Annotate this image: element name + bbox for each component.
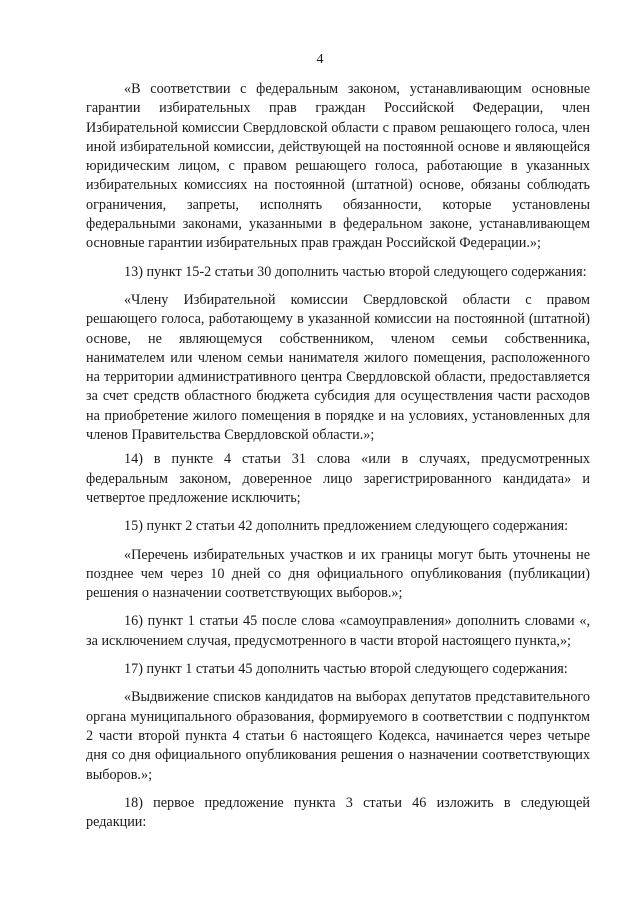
document-body: [86, 80, 590, 832]
paragraph-item-14: 14) в пункте 4 статьи 31 слова «или в случаях, предусмотренных федеральным законом, доверенное лицо зарегистрированного кандидата» и четвертое предложение исключить;: [86, 451, 590, 506]
paragraph-quote-guarantees: «В соответствии с федеральным законом, устанавливающим основные гарантии избирательных прав граждан Российской Федерации, член Избирательной комиссии Свердловской области с правом решающего голоса, член иной избирательной комиссии, действующей на постоянной основе и являющейся юридическим лицом, с правом решающего голоса, работающие в указанных избирательных комиссиях на постоянной (штатной) основе, обязаны соблюдать ограничения, запреты, исполнять обязанности, которые установлены федеральными законами, указанными в федеральном законе, устанавливающем основные гарантии избирательных прав граждан Российской Федерации.»;: [86, 81, 590, 252]
paragraph-item-17: 17) пункт 1 статьи 45 дополнить частью второй следующего содержания:: [124, 661, 568, 678]
paragraph-quote-polling-stations: «Перечень избирательных участков и их границы могут быть уточнены не позднее чем через 10 дней со дня официального опубликования (публикации) решения о назначении соответствующих выборов.»;: [86, 546, 590, 602]
paragraph-item-13: 13) пункт 15-2 статьи 30 дополнить частью второй следующего содержания:: [124, 263, 587, 280]
paragraph-item-16: 16) пункт 1 статьи 45 после слова «самоуправления» дополнить словами «, за исключением случая, предусмотренного в части второй настоящего пункта,»;: [86, 613, 590, 649]
paragraph-item-18: 18) первое предложение пункта 3 статьи 46 изложить в следующей редакции:: [86, 794, 590, 831]
paragraph-quote-subsidy: «Члену Избирательной комиссии Свердловской области с правом решающего голоса, работающему в указанной комиссии на постоянной (штатной) основе, не являющемуся собственником, членом семьи собственника, нанимателем или членом семьи нанимателя жилого помещения, расположенного на территории административного центра Свердловской области, предоставляется за счет средств областного бюджета субсидия для осуществления части расходов на приобретение жилого помещения в порядке и на условиях, установленных для членов Правительства Свердловской области.»;: [86, 291, 590, 444]
paragraph-quote-candidate-lists: «Выдвижение списков кандидатов на выборах депутатов представительного органа муниципального образования, формируемого в соответствии с подпунктом 2 части второй пункта 4 статьи 6 настоящего Кодекса, начинается через четыре дня со дня официального опубликования решения о назначении соответствующих выборов.»;: [86, 689, 590, 783]
page-number: 4: [316, 52, 324, 67]
paragraph-item-15: 15) пункт 2 статьи 42 дополнить предложением следующего содержания:: [124, 518, 569, 535]
